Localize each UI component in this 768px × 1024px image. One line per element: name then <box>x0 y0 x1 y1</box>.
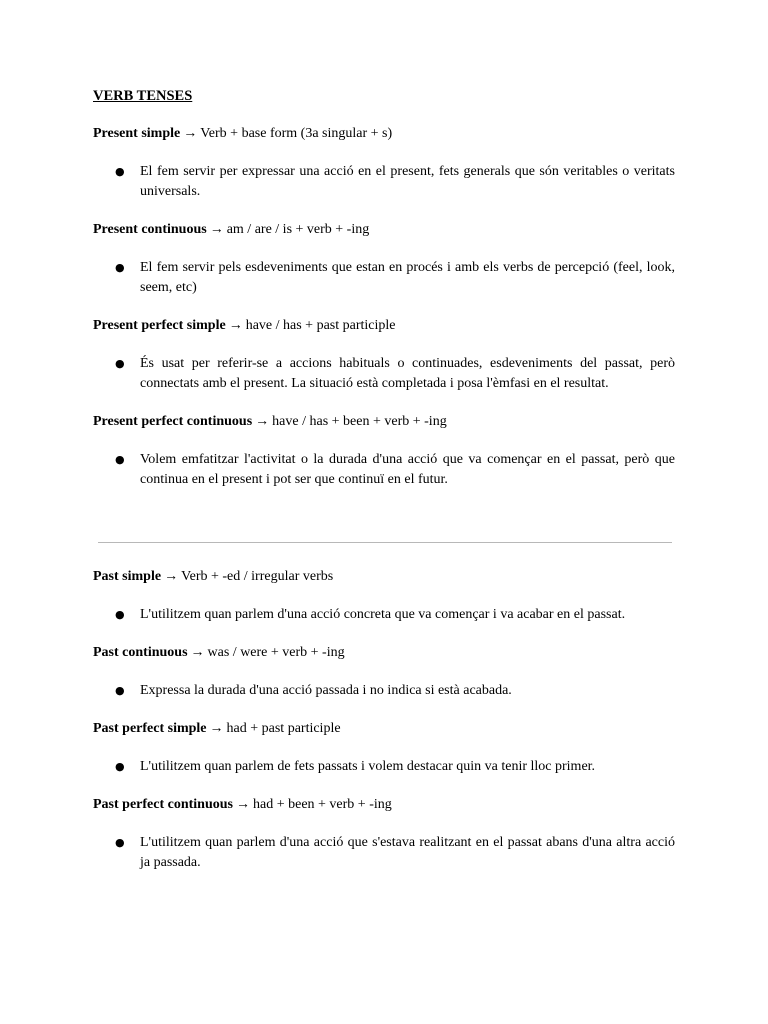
bullet-text: L'utilitzem quan parlem de fets passats i volem destacar quin va tenir lloc primer. <box>140 759 596 774</box>
bullet-item <box>93 450 675 490</box>
bullet-dot-icon: ● <box>115 261 125 274</box>
tense-formula: am / are / is + verb + -ing <box>226 222 370 237</box>
bullet-text: El fem servir per expressar una acció en el present, fets generals que són veritables o veritats universals. <box>140 164 675 199</box>
right-arrow-icon: → <box>183 126 198 141</box>
tense-heading-past-simple <box>93 567 675 587</box>
bullet-dot-icon: ● <box>115 760 125 773</box>
tense-name: Present perfect simple <box>93 318 226 333</box>
bullet-list <box>93 833 675 873</box>
tense-formula: had + been + verb + -ing <box>253 797 392 812</box>
tense-formula: was / were + verb + -ing <box>207 645 345 660</box>
tense-name: Present simple <box>93 126 181 141</box>
tense-formula: Verb + base form (3a singular + s) <box>200 126 393 141</box>
tense-heading-past-perfect-continuous <box>93 795 675 815</box>
tense-formula: have / has + been + verb + -ing <box>272 414 447 429</box>
tense-name: Present continuous <box>93 222 207 237</box>
tense-name: Past simple <box>93 569 162 584</box>
past-tenses-section <box>93 567 675 873</box>
tense-formula: Verb + -ed / irregular verbs <box>181 569 334 584</box>
bullet-item <box>93 757 675 777</box>
bullet-list <box>93 681 675 701</box>
bullet-list <box>93 162 675 202</box>
right-arrow-icon: → <box>236 797 250 812</box>
tense-name: Present perfect continuous <box>93 414 253 429</box>
tense-heading-present-simple <box>93 124 675 144</box>
bullet-dot-icon: ● <box>115 836 125 849</box>
bullet-text: Expressa la durada d'una acció passada i no indica si està acabada. <box>140 683 512 698</box>
tense-name: Past perfect continuous <box>93 797 233 812</box>
right-arrow-icon: → <box>164 569 179 584</box>
section-divider <box>98 542 672 543</box>
bullet-list <box>93 757 675 777</box>
present-tenses-section <box>93 124 675 490</box>
bullet-item <box>93 681 675 701</box>
tense-heading-present-continuous <box>93 220 675 240</box>
tense-heading-past-perfect-simple <box>93 719 675 739</box>
right-arrow-icon: → <box>190 645 205 660</box>
document-title: VERB TENSES <box>93 88 193 104</box>
right-arrow-icon: → <box>209 721 224 736</box>
tense-name: Past perfect simple <box>93 721 207 736</box>
right-arrow-icon: → <box>255 414 270 429</box>
right-arrow-icon: → <box>228 318 243 333</box>
bullet-dot-icon: ● <box>115 357 125 370</box>
document-body <box>93 86 675 873</box>
bullet-item <box>93 354 675 394</box>
tense-formula: had + past participle <box>226 721 341 736</box>
bullet-item <box>93 833 675 873</box>
tense-heading-present-perfect-simple <box>93 316 675 336</box>
bullet-dot-icon: ● <box>115 608 125 621</box>
bullet-text: És usat per referir-se a accions habituals o continuades, esdeveniments del passat, però connectats amb el present. La situació està completada i posa l'èmfasi en el resultat. <box>140 356 675 391</box>
bullet-list <box>93 354 675 394</box>
bullet-text: Volem emfatitzar l'activitat o la durada d'una acció que va començar en el passat, però que continua en el present i pot ser que continuï en el futur. <box>140 452 675 487</box>
tense-heading-past-continuous <box>93 643 675 663</box>
bullet-list <box>93 605 675 625</box>
tense-formula: have / has + past participle <box>245 318 396 333</box>
bullet-text: L'utilitzem quan parlem d'una acció que s'estava realitzant en el passat abans d'una altra acció ja passada. <box>140 835 675 870</box>
tense-heading-present-perfect-continuous <box>93 412 675 432</box>
bullet-item <box>93 162 675 202</box>
bullet-dot-icon: ● <box>115 684 125 697</box>
bullet-list <box>93 450 675 490</box>
bullet-dot-icon: ● <box>115 165 125 178</box>
bullet-item <box>93 605 675 625</box>
bullet-list <box>93 258 675 298</box>
bullet-dot-icon: ● <box>115 453 125 466</box>
tense-name: Past continuous <box>93 645 188 660</box>
bullet-text: El fem servir pels esdeveniments que estan en procés i amb els verbs de percepció (feel, look, seem, etc) <box>140 260 675 295</box>
bullet-item <box>93 258 675 298</box>
right-arrow-icon: → <box>209 222 224 237</box>
bullet-text: L'utilitzem quan parlem d'una acció concreta que va començar i va acabar en el passat. <box>140 607 626 622</box>
